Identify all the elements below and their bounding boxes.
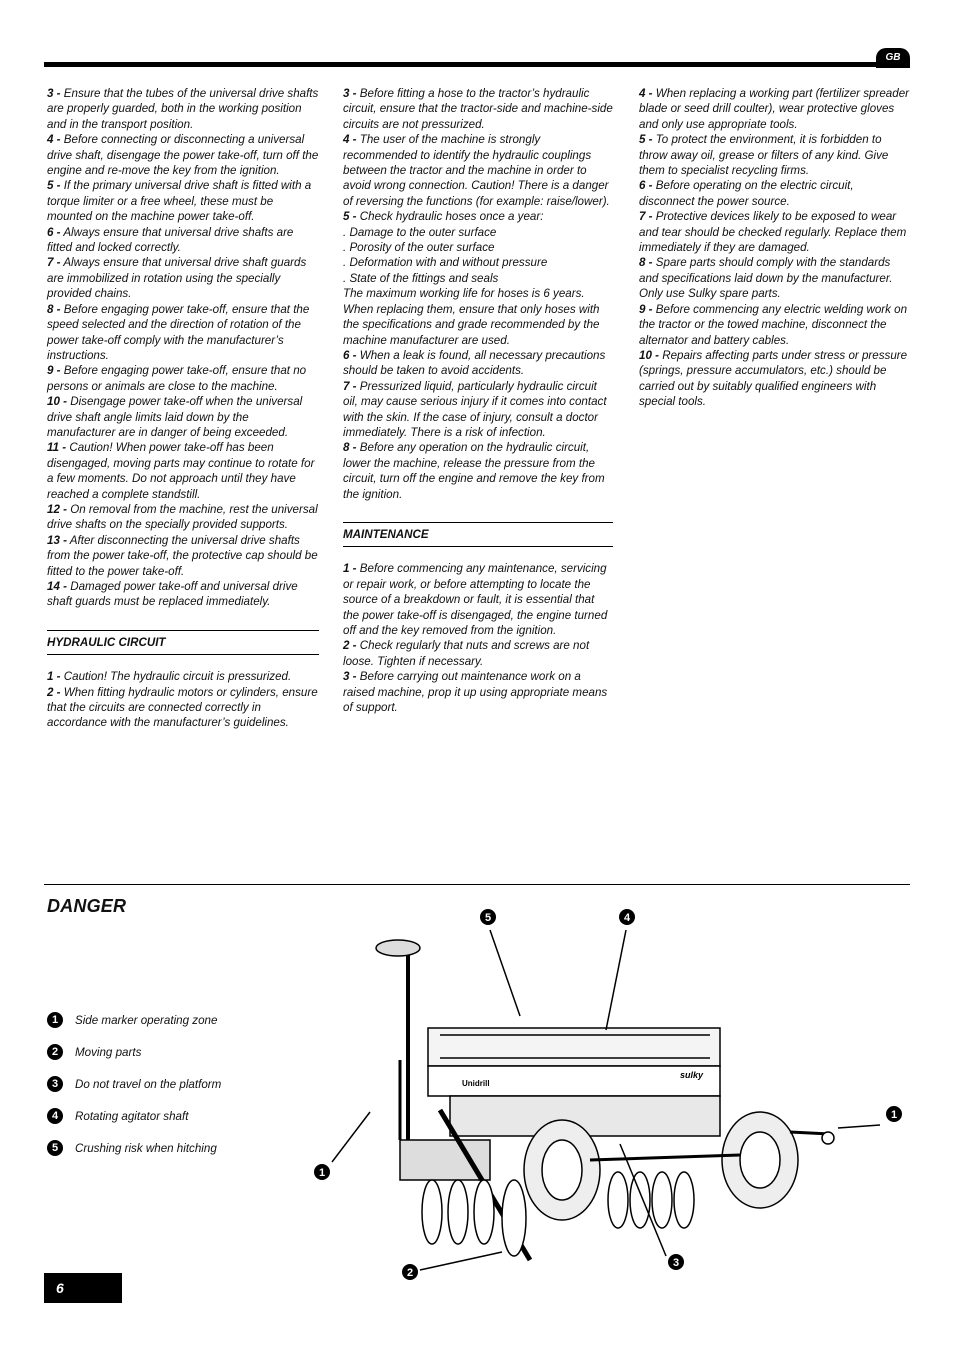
maintenance-rules-continued [639, 86, 911, 410]
legend-item [47, 1068, 307, 1100]
danger-section-rule [44, 884, 910, 885]
rule-text: Always ensure that universal drive shaft guards are immobilized in rotation using the specially provided chains. [47, 256, 307, 301]
rule-item [343, 561, 613, 638]
rule-text: On removal from the machine, rest the universal drive shafts on the specially provided supports. [47, 502, 318, 532]
rule-text: The user of the machine is strongly recommended to identify the hydraulic couplings between the tractor and the machine in order to avoid wrong connection. Caution! There is a danger of reversing the functions (for example: raise/lower). [343, 133, 610, 208]
rule-number: 5 - [343, 210, 357, 224]
rule-number: 6 - [639, 179, 653, 193]
legend-number-5: 5 [47, 1140, 63, 1156]
rule-number: 11 - [47, 441, 67, 455]
legend-label: Rotating agitator shaft [75, 1109, 189, 1123]
rule-text: Always ensure that universal drive shafts are fitted and locked correctly. [47, 225, 294, 255]
rule-text: Before engaging power take-off, ensure that no persons or animals are close to the machine. [47, 364, 307, 393]
rule-item [343, 209, 613, 224]
legend-number-2: 2 [47, 1044, 63, 1060]
rule-number: 7 - [639, 210, 653, 224]
rule-text: Before operating on the electric circuit, disconnect the power source. [639, 179, 854, 208]
rule-item [343, 379, 613, 441]
rule-number: 4 - [343, 133, 357, 147]
rule-text: Repairs affecting parts under stress or pressure (springs, pressure accumulators, etc.) should be carried out by suitably qualified engineers with special tools. [639, 348, 908, 409]
rule-text: Pressurized liquid, particularly hydraulic circuit oil, may cause serious injury if it comes into contact with the skin. If the case of injury, consult a doctor immediately. There is a risk of infection. [343, 379, 607, 439]
rule-number: 2 - [343, 639, 357, 653]
rule-item [47, 178, 319, 224]
rule-item [47, 86, 319, 132]
rule-number: 10 - [47, 395, 67, 409]
rule-item [343, 255, 613, 270]
rule-text: Ensure that the tubes of the universal drive shafts are properly guarded, both in the working position and in the transport position. [47, 87, 319, 131]
rule-text: . Deformation with and without pressure [343, 256, 548, 270]
callout-number: 1 [318, 1167, 326, 1179]
rule-item [47, 132, 319, 178]
language-badge: GB [876, 48, 910, 68]
rule-text: Before any operation on the hydraulic circuit, lower the machine, release the pressure from the circuit, turn off the engine and remove the key from the ignition. [343, 441, 605, 501]
rule-text: Before connecting or disconnecting a universal drive shaft, disengage the power take-off, turn off the engine and re-move the key from the ignition. [47, 133, 319, 178]
rule-number: 8 - [639, 256, 653, 270]
legend-number-3: 3 [47, 1076, 63, 1092]
rule-item [47, 440, 319, 502]
rule-item [47, 533, 319, 579]
rule-item [343, 132, 613, 209]
rule-text: Before fitting a hose to the tractor’s hydraulic circuit, ensure that the tractor-side and machine-side circuits are not pressurized. [343, 87, 613, 131]
rule-number: 12 - [47, 502, 67, 516]
hydraulic-rules-continued [343, 86, 613, 502]
rule-item [47, 669, 319, 684]
rule-text: Before commencing any maintenance, servicing or repair work, or before attempting to locate the source of a breakdown or fault, it is essential that the power take-off is disengaged, the engine turned off and the key removed from the ignition. [343, 562, 608, 637]
callout-number: 5 [484, 912, 492, 924]
rule-item [639, 255, 911, 301]
legend-item [47, 1036, 307, 1068]
rule-number: 2 - [47, 685, 61, 699]
rule-number: 7 - [343, 379, 357, 393]
danger-title: DANGER [47, 896, 127, 916]
page-number: 6 [44, 1273, 122, 1303]
rule-text: Before engaging power take-off, ensure that the speed selected and the direction of rotation of the power take-off comply with the manufacturer’s instructions. [47, 302, 310, 362]
drawing-model-label: Unidrill [462, 1079, 490, 1088]
rule-text: When fitting hydraulic motors or cylinders, ensure that the circuits are connected correctly in accordance with the manufacturer’s guidelines. [47, 685, 318, 730]
legend-label: Do not travel on the platform [75, 1077, 222, 1091]
callout-number: 2 [406, 1267, 414, 1279]
rule-item [343, 440, 613, 502]
rule-number: 5 - [47, 179, 61, 193]
rule-text: If the primary universal drive shaft is fitted with a torque limiter or a free wheel, these must be mounted on the machine power take-off. [47, 179, 312, 224]
rule-item [343, 638, 613, 669]
rule-number: 4 - [47, 133, 61, 147]
rule-item [343, 86, 613, 132]
rule-number: 8 - [343, 441, 357, 455]
rule-item [47, 685, 319, 731]
rule-item [639, 178, 911, 209]
text-column-3 [639, 86, 911, 410]
rule-item [639, 132, 911, 178]
rule-item [343, 669, 613, 715]
rule-text: Damaged power take-off and universal drive shaft guards must be replaced immediately. [47, 580, 298, 609]
rule-text: . Porosity of the outer surface [343, 241, 495, 255]
rule-item [639, 86, 911, 132]
legend-item [47, 1132, 307, 1164]
hopper-lid [428, 1028, 720, 1066]
rule-item [639, 302, 911, 348]
legend-number-4: 4 [47, 1108, 63, 1124]
seed-drill-illustration [300, 900, 930, 1290]
rule-item [47, 579, 319, 610]
drawing-brand-label: sulky [680, 1070, 704, 1080]
rule-item [47, 394, 319, 440]
rule-text: . State of the fittings and seals [343, 271, 499, 285]
rule-number: 4 - [639, 87, 653, 100]
rule-item [47, 225, 319, 256]
rule-text: When a leak is found, all necessary precautions should be taken to avoid accidents. [343, 348, 606, 378]
danger-legend [47, 1004, 307, 1164]
rule-text: The maximum working life for hoses is 6 years. When replacing them, ensure that only hoses with the specifications and grade recommended by the machine manufacturer are used. [343, 287, 600, 347]
rule-item [343, 271, 613, 286]
hydraulic-section-title: HYDRAULIC CIRCUIT [47, 630, 319, 655]
rule-item [47, 255, 319, 301]
drive-shaft-rules [47, 86, 319, 610]
rule-item [47, 502, 319, 533]
rule-number: 3 - [343, 87, 357, 100]
rule-number: 9 - [47, 364, 61, 378]
rule-text: Before commencing any electric welding work on the tractor or the towed machine, disconnect the alternator and battery cables. [639, 302, 908, 347]
rule-number: 5 - [639, 133, 653, 147]
rule-number: 9 - [639, 302, 653, 316]
callout-number: 4 [623, 912, 631, 924]
header-rule [44, 62, 910, 67]
legend-label: Crushing risk when hitching [75, 1141, 217, 1155]
legend-number-1: 1 [47, 1012, 63, 1028]
rule-text: Check regularly that nuts and screws are not loose. Tighten if necessary. [343, 639, 590, 668]
legend-item [47, 1100, 307, 1132]
legend-label: Side marker operating zone [75, 1013, 218, 1027]
rule-number: 3 - [47, 87, 61, 100]
rule-text: Caution! The hydraulic circuit is pressurized. [63, 670, 292, 684]
rule-number: 10 - [639, 348, 659, 362]
rule-text: Protective devices likely to be exposed to wear and tear should be checked regularly. Replace them immediately if they are damaged. [639, 210, 907, 255]
rule-text: Disengage power take-off when the universal drive shaft angle limits laid down by the manufacturer are in danger of being exceeded. [47, 395, 303, 439]
rule-number: 7 - [47, 256, 61, 270]
rule-number: 14 - [47, 580, 67, 593]
legend-item [47, 1004, 307, 1036]
rule-number: 13 - [47, 533, 67, 547]
rule-text: Check hydraulic hoses once a year: [359, 210, 544, 224]
rule-text: Spare parts should comply with the standards and specifications laid down by the manufacturer. Only use Sulky spare parts. [639, 256, 893, 301]
rule-item [343, 348, 613, 379]
rule-item [639, 209, 911, 255]
rule-text: To protect the environment, it is forbidden to throw away oil, grease or filters of any kind. Give them to specialist recycling firms. [639, 133, 889, 178]
rule-number: 1 - [343, 562, 357, 576]
rule-number: 6 - [343, 348, 357, 362]
rule-item [343, 286, 613, 348]
rule-text: Before carrying out maintenance work on a raised machine, prop it up using appropriate means of support. [343, 670, 608, 715]
hydraulic-rules [47, 669, 319, 731]
rule-text: After disconnecting the universal drive shafts from the power take-off, the protective cap should be fitted to the power take-off. [47, 533, 318, 578]
rule-text: Caution! When power take-off has been disengaged, moving parts may continue to rotate for a few moments. Do not approach until they have reached a complete standstill. [47, 441, 315, 501]
maintenance-rules [343, 561, 613, 715]
legend-label: Moving parts [75, 1045, 142, 1059]
rule-item [639, 348, 911, 410]
rule-number: 8 - [47, 302, 61, 316]
maintenance-section-title: MAINTENANCE [343, 522, 613, 547]
rule-number: 6 - [47, 225, 61, 239]
text-column-1 [47, 86, 319, 731]
rule-item [47, 302, 319, 364]
rule-item [47, 363, 319, 394]
text-column-2 [343, 86, 613, 715]
callout-number: 3 [672, 1257, 680, 1269]
rule-item [343, 240, 613, 255]
rule-number: 3 - [343, 670, 357, 684]
rule-text: . Damage to the outer surface [343, 225, 497, 239]
rule-text: When replacing a working part (fertilizer spreader blade or seed drill coulter), wear protective gloves and only use appropriate tools. [639, 87, 910, 131]
rule-item [343, 225, 613, 240]
rule-number: 1 - [47, 670, 61, 684]
callout-number: 1 [890, 1109, 898, 1121]
